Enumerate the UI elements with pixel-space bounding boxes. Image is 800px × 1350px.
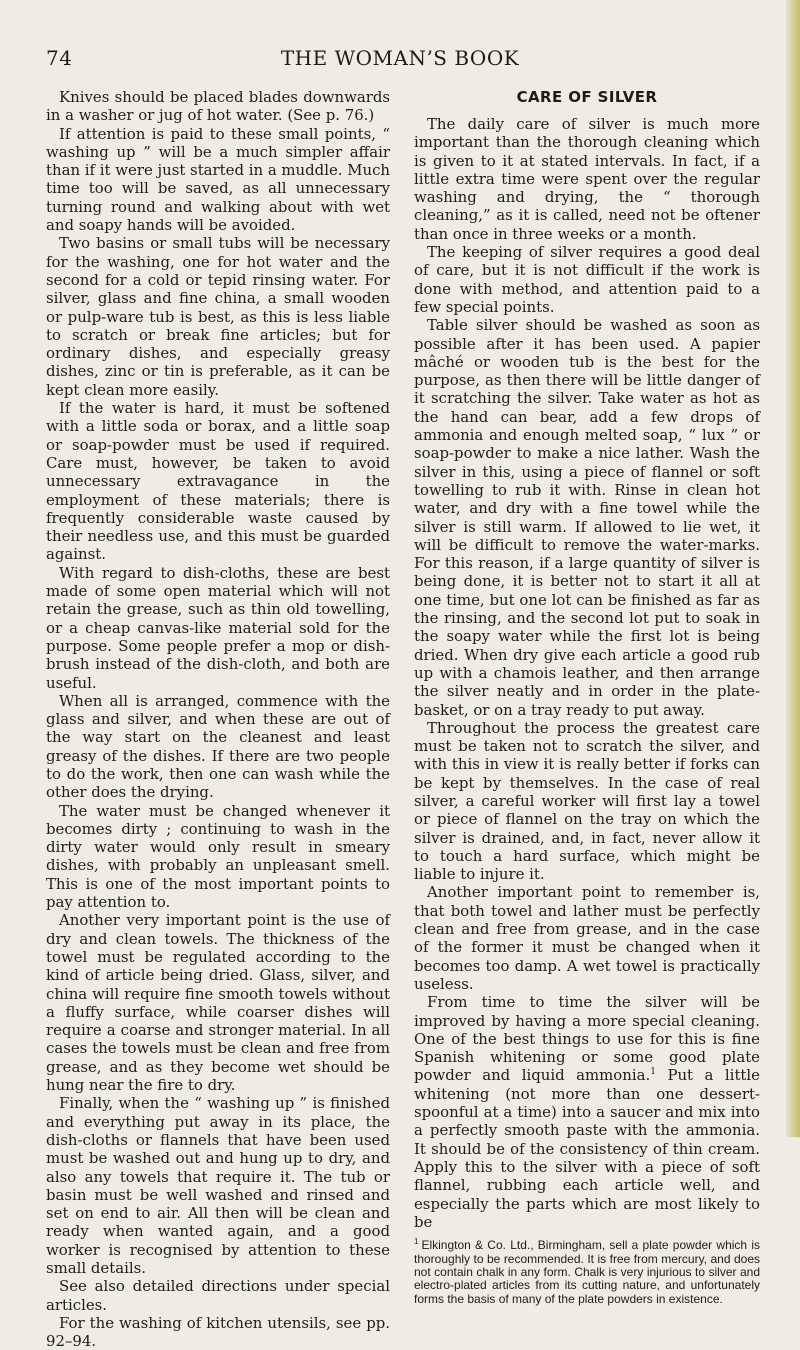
paragraph [414,993,760,1231]
section-title: CARE OF SILVER [516,88,658,106]
paragraph: Another very important point is the use of dry and clean towels. The thickness of the towel must be regulated according to the kind of article being dried. Glass, silver, and china will require fine smooth towels without a fluffy surface, while coarser dishes will require a coarse and stronger material. In all cases the towels must be clean and free from grease, and as they become wet should be hung near the fire to dry. [46,911,390,1095]
paragraph: Knives should be placed blades downwards in a washer or jug of hot water. (See p. 76.) [46,88,390,125]
paragraph: Finally, when the “ washing up ” is finished and everything put away in its place, the dish-cloths or flannels that have been used must be washed out and hung up to dry, and also any towels that require it. The tub or basin must be well washed and rinsed and set on end to air. All then will be clean and ready when wanted again, and a good worker is recognised by attention to these small details. [46,1094,390,1277]
paragraph: Table silver should be washed as soon as possible after it has been used. A papier mâché or wooden tub is the best for the purpose, as then there will be little danger of it scratching the silver. Take water as hot as the hand can bear, add a few drops of ammonia and enough melted soap, “ lux ” or soap-powder to make a nice lather. Wash the silver in this, using a piece of flannel or soft towelling to rub it with. Rinse in clean hot water, and dry with a fine towel while the silver is still warm. If allowed to lie wet, it will be difficult to remove the water-marks. For this reason, if a large quantity of silver is being done, it is better not to start it all at one time, but one lot can be finished as far as the rinsing, and the second lot put to soak in the soapy water while the first lot is being dried. When dry give each article a good rub up with a chamois leather, and then arrange the silver neatly and in order in the plate-basket, or on a tray ready to put away. [414,316,760,719]
paragraph: When all is arranged, commence with the glass and silver, and when these are out of the way start on the cleanest and least greasy of the dishes. If there are two people to do the work, then one can wash while the other does the drying. [46,691,390,802]
footnote-text: Elkington & Co. Ltd., Birmingham, sell a plate powder which is thoroughly to be recommended. It is free from mercury, and does not contain chalk in any form. Chalk is very injurious to silver and electro-plated articles from its cutting nature, and unfortunately forms the basis of many of the plate powders in existence. [414,1238,760,1306]
footnote-marker: 1 [414,1237,419,1247]
paragraph: If attention is paid to these small points, “ washing up ” will be a much simpler affair than if it were just started in a muddle. Much time too will be saved, as all unnecessary turning round and walking about with wet and soapy hands will be avoided. [46,124,391,235]
footnote [414,1235,760,1306]
page-number: 74 [46,46,73,70]
paragraph: Another important point to remember is, that both towel and lather must be perfectly clean and free from grease, and in the case of the former it must be changed when it becomes too damp. A wet towel is practically useless. [414,883,760,993]
paragraph: See also detailed directions under special articles. [46,1277,390,1314]
paragraph: If the water is hard, it must be softened with a little soda or borax, and a little soap or soap-powder must be used if required. Care must, however, be taken to avoid unnecessary extravagance in the employment of these materials; there is frequently considerable waste caused by their needless use, and this must be guarded against. [46,399,390,564]
paragraph: The daily care of silver is much more important than the thorough cleaning which is given to it at stated intervals. In fact, if a little extra time were spent over the regular washing and drying, the “ thorough cleaning,” as it is called, need not be oftener than once in three weeks or a month. [414,115,760,243]
paragraph: The water must be changed whenever it becomes dirty ; continuing to wash in the dirty water would only result in smeary dishes, with probably an unpleasant smell. This is one of the most important points to pay attention to. [46,801,390,912]
paragraph: For the washing of kitchen utensils, see pp. 92–94. [46,1313,390,1350]
paragraph: The keeping of silver requires a good deal of care, but it is not difficult if the work is done with method, and attention paid to a few special points. [414,243,760,316]
footnote-reference: 1 [650,1067,656,1078]
paragraph-text: From time to time the silver will be improved by having a more special cleaning. One of the best things to use for this is fine Spanish whitening or some good plate powder and liquid ammonia. [414,993,760,1085]
paragraph-text: Put a little whitening (not more than one dessert-spoonful at a time) into a saucer and mix into a perfectly smooth paste with the ammonia. It should be of the consistency of thin cream. Apply this to the silver with a piece of soft flannel, rubbing each article well, and especially the parts which are most likely to be [414,1066,760,1231]
paragraph: Throughout the process the greatest care must be taken not to scratch the silver, and with this in view it is really better if forks can be kept by themselves. In the case of real silver, a careful worker will first lay a towel or piece of flannel on the tray on which the silver is drained, and, in fact, never allow it to touch a hard surface, which might be liable to injure it. [414,718,760,884]
page-edge [786,0,800,1137]
paragraph: With regard to dish-cloths, these are best made of some open material which will not retain the grease, such as thin old towelling, or a cheap canvas-like material sold for the purpose. Some people prefer a mop or dish-brush instead of the dish-cloth, and both are useful. [46,563,390,692]
right-column [414,88,760,1306]
paragraph: Two basins or small tubs will be necessary for the washing, one for hot water and the second for a cold or tepid rinsing water. For silver, glass and fine china, a small wooden or pulp-ware tub is best, as this is less liable to scratch or break fine articles; but for ordinary dishes, and especially greasy dishes, zinc or tin is preferable, as it can be kept clean more easily. [46,234,390,399]
running-title: THE WOMAN’S BOOK [280,46,520,70]
left-column [46,88,390,1350]
